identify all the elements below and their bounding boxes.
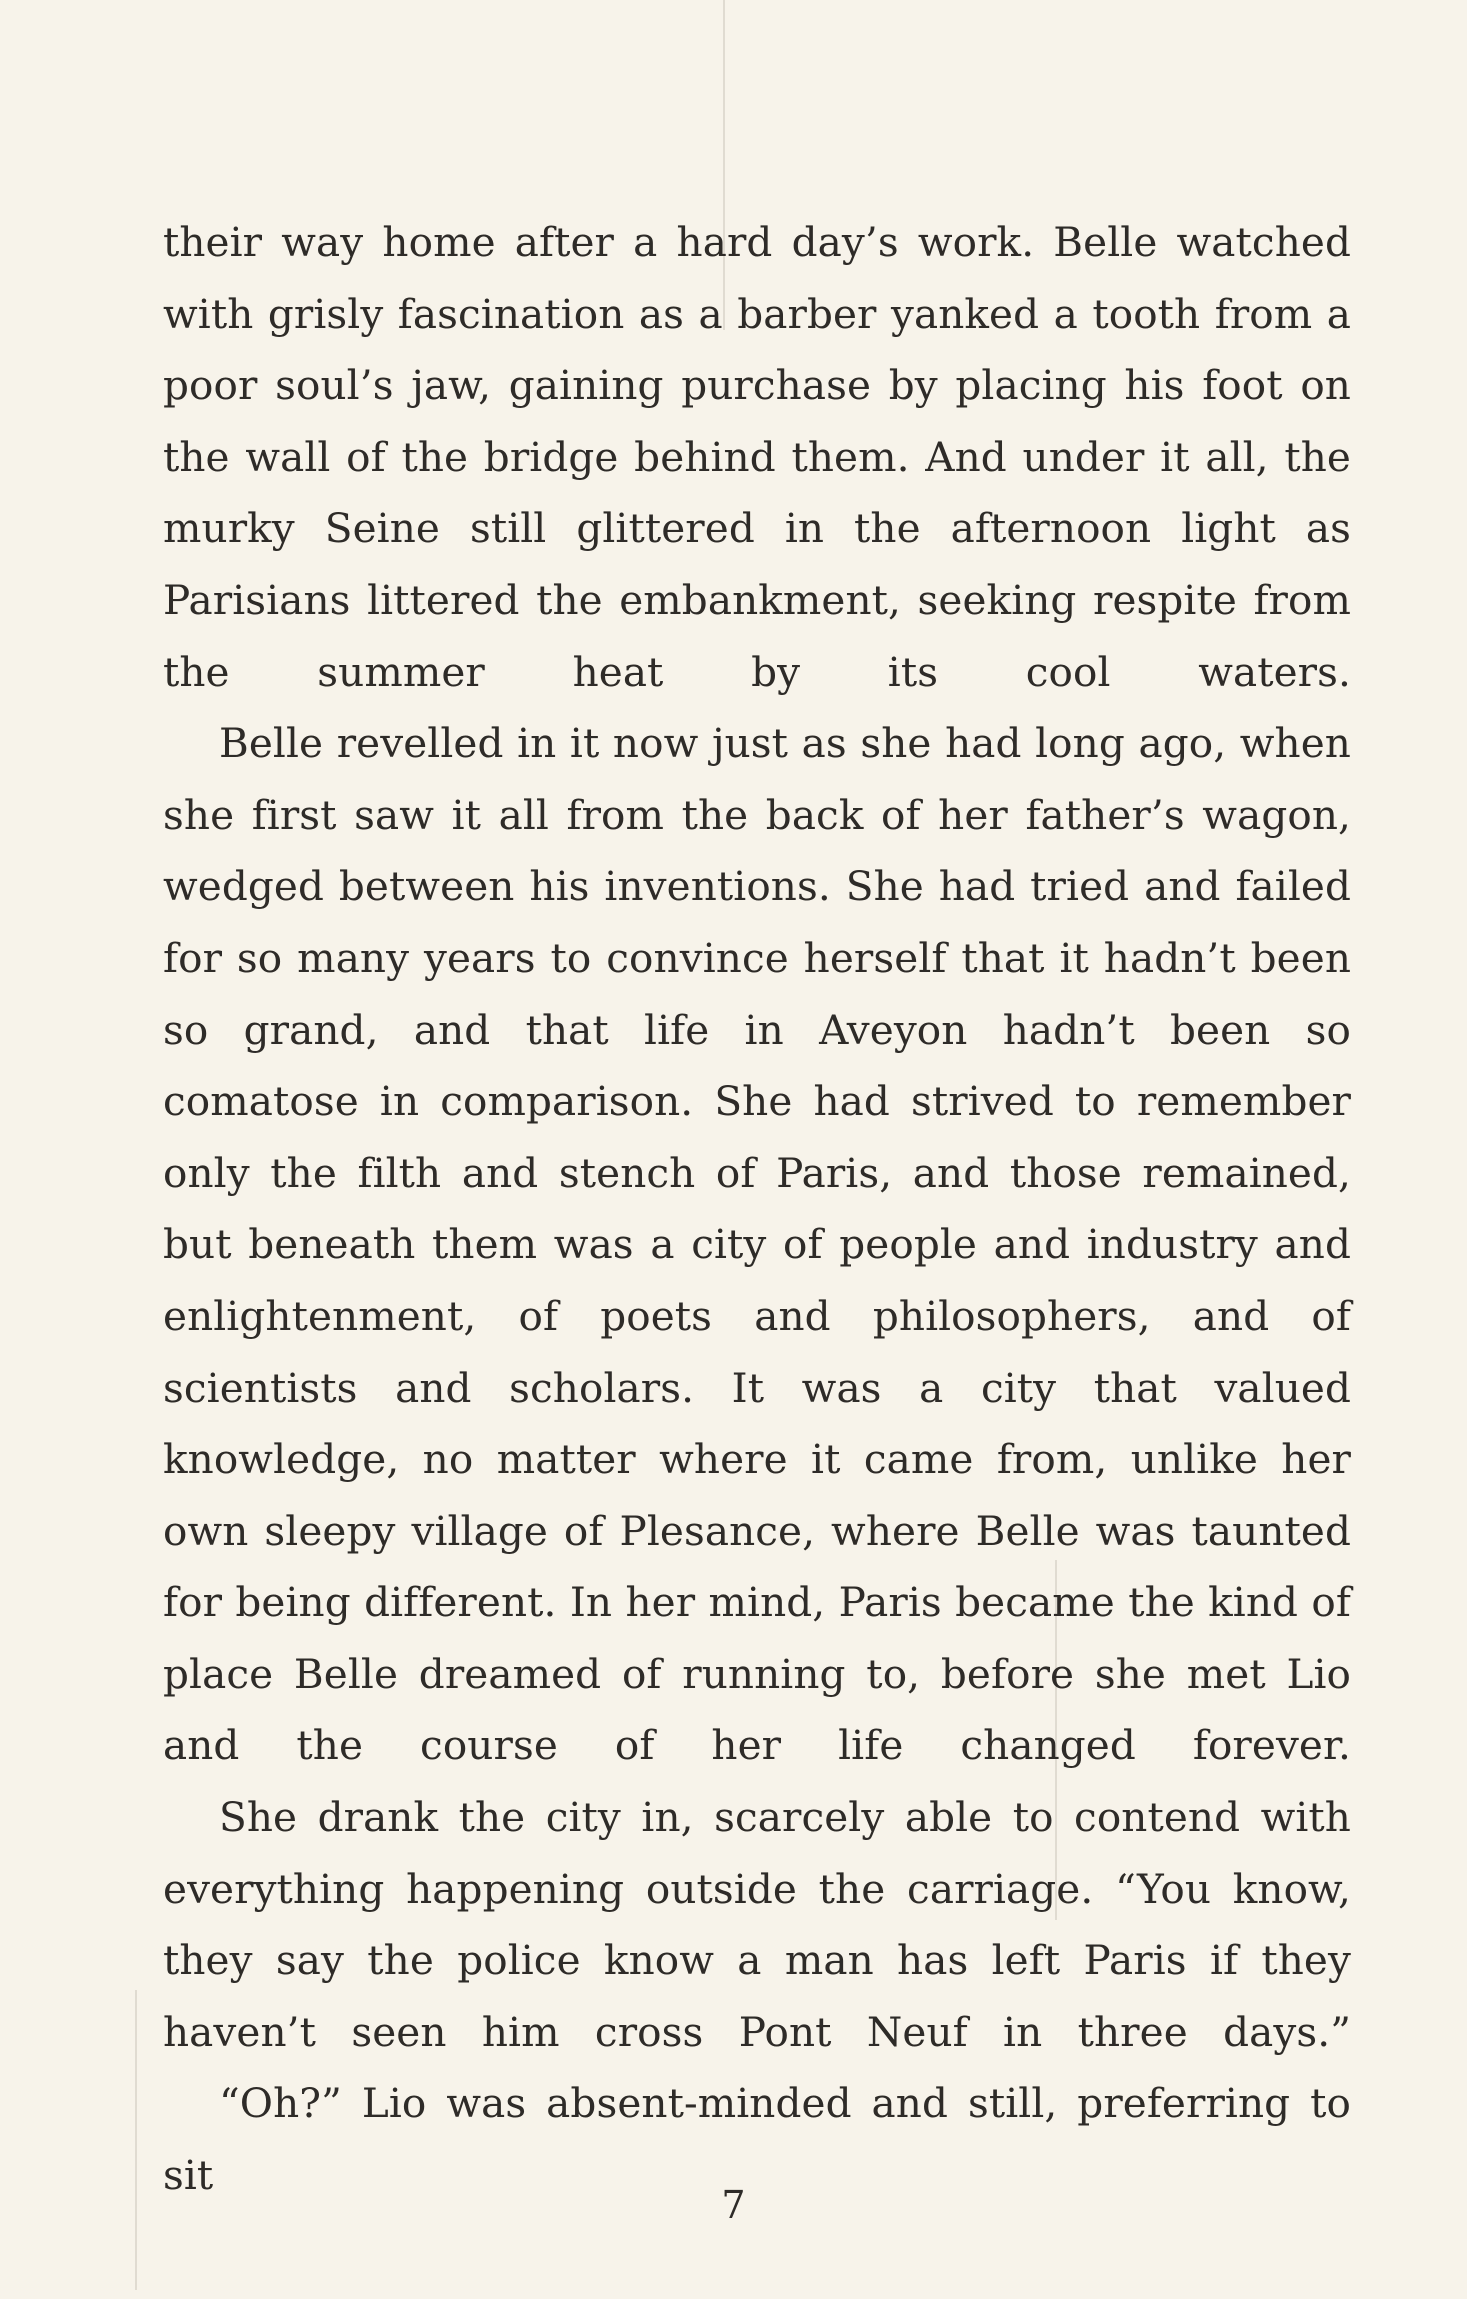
paragraph-1: their way home after a hard day’s work. Belle watched with grisly fascination as a barber yanked a tooth from a poor soul’s jaw, gaining purchase by placing his foot on the wall of the bridge behind them. And under it all, the murky Seine still glittered in the afternoon light as Parisians littered the embankment, seeking respite from the summer heat by its cool waters. bbox=[163, 218, 1351, 696]
paragraph-3: She drank the city in, scarcely able to contend with everything happening outside the carriage. “You know, they say the police know a man has left Paris if they haven’t seen him cross Pont Neuf in three days.” bbox=[163, 1793, 1351, 2056]
paragraph-4: “Oh?” Lio was absent-minded and still, preferring to sit bbox=[163, 2079, 1351, 2200]
paragraph-2: Belle revelled in it now just as she had long ago, when she first saw it all from the back of her father’s wagon, wedged between his inventions. She had tried and failed for so many years to convince herself that it hadn’t been so grand, and that life in Aveyon hadn’t been so comatose in comparison. She had strived to remember only the filth and stench of Paris, and those remained, but beneath them was a city of people and industry and enlightenment, of poets and philosophers, and of scientists and scholars. It was a city that valued knowledge, no matter where it came from, unlike her own sleepy village of Plesance, where Belle was taunted for being different. In her mind, Paris became the kind of place Belle dreamed of running to, before she met Lio and the course of her life changed forever. bbox=[163, 719, 1351, 1770]
scan-artifact bbox=[135, 1990, 137, 2290]
page-number: 7 bbox=[721, 2183, 746, 2227]
body-text bbox=[163, 207, 1351, 2212]
